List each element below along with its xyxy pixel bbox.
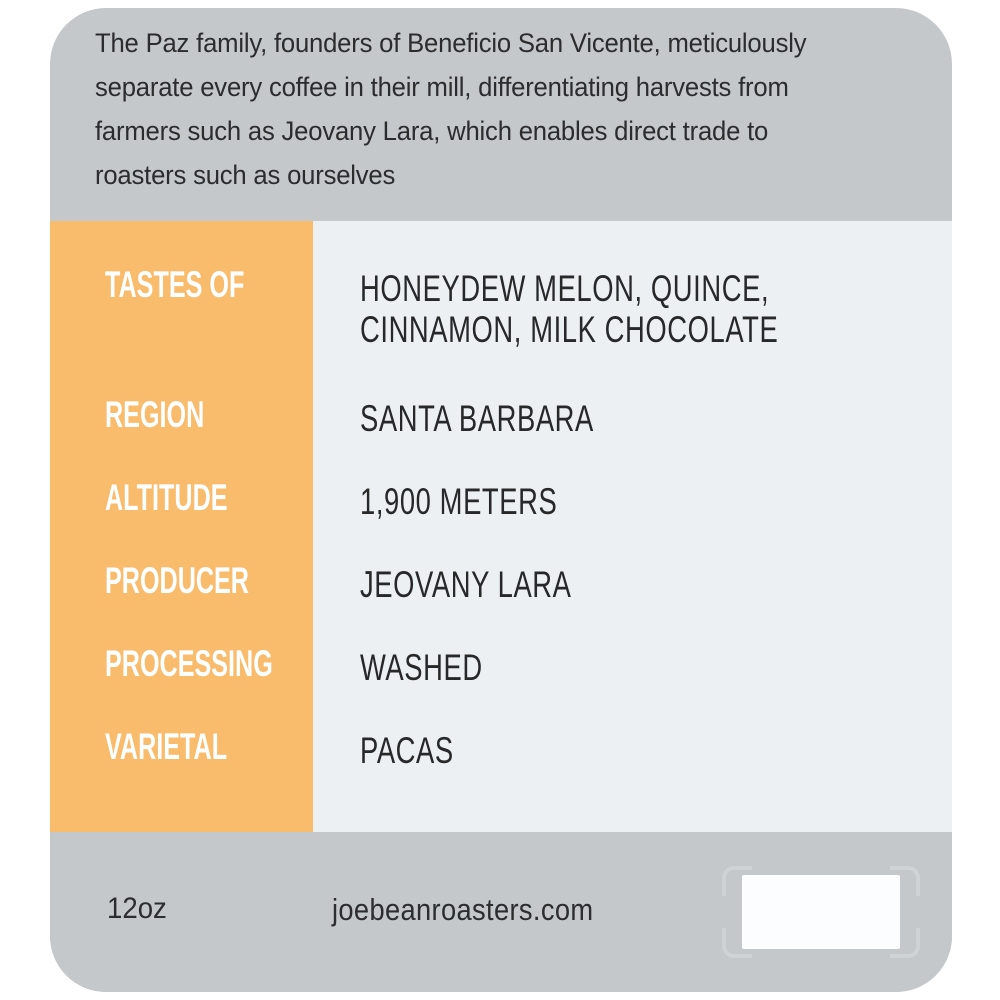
description-band [50, 8, 952, 221]
weight-text: 12oz [107, 892, 167, 925]
spec-row-label: PRODUCER [105, 560, 249, 601]
spec-row-value: WASHED [360, 647, 483, 688]
spec-row-label: VARIETAL [105, 726, 228, 767]
website-text: joebeanroasters.com [332, 892, 594, 927]
coffee-bag-label [50, 8, 952, 992]
spec-row-value: SANTA BARBARA [360, 398, 594, 439]
spec-row-value: HONEYDEW MELON, QUINCE, CINNAMON, MILK CHOCOLATE [360, 268, 779, 350]
description-line: roasters such as ourselves [95, 160, 396, 190]
spec-row-label: REGION [105, 394, 205, 435]
description-line: The Paz family, founders of Beneficio San Vicente, meticulously [95, 28, 807, 58]
spec-row-label: TASTES OF [105, 264, 245, 305]
blank-sticker-placeholder [742, 875, 900, 949]
spec-row-value: PACAS [360, 730, 454, 771]
description-line: separate every coffee in their mill, differentiating harvests from [95, 72, 789, 102]
spec-row-value: 1,900 METERS [360, 481, 558, 522]
description-line: farmers such as Jeovany Lara, which enables direct trade to [95, 116, 769, 146]
spec-row-label: ALTITUDE [105, 477, 228, 518]
spec-table [50, 221, 952, 832]
footer-band [50, 832, 952, 992]
spec-row-label: PROCESSING [105, 643, 273, 684]
spec-row-value: JEOVANY LARA [360, 564, 572, 605]
